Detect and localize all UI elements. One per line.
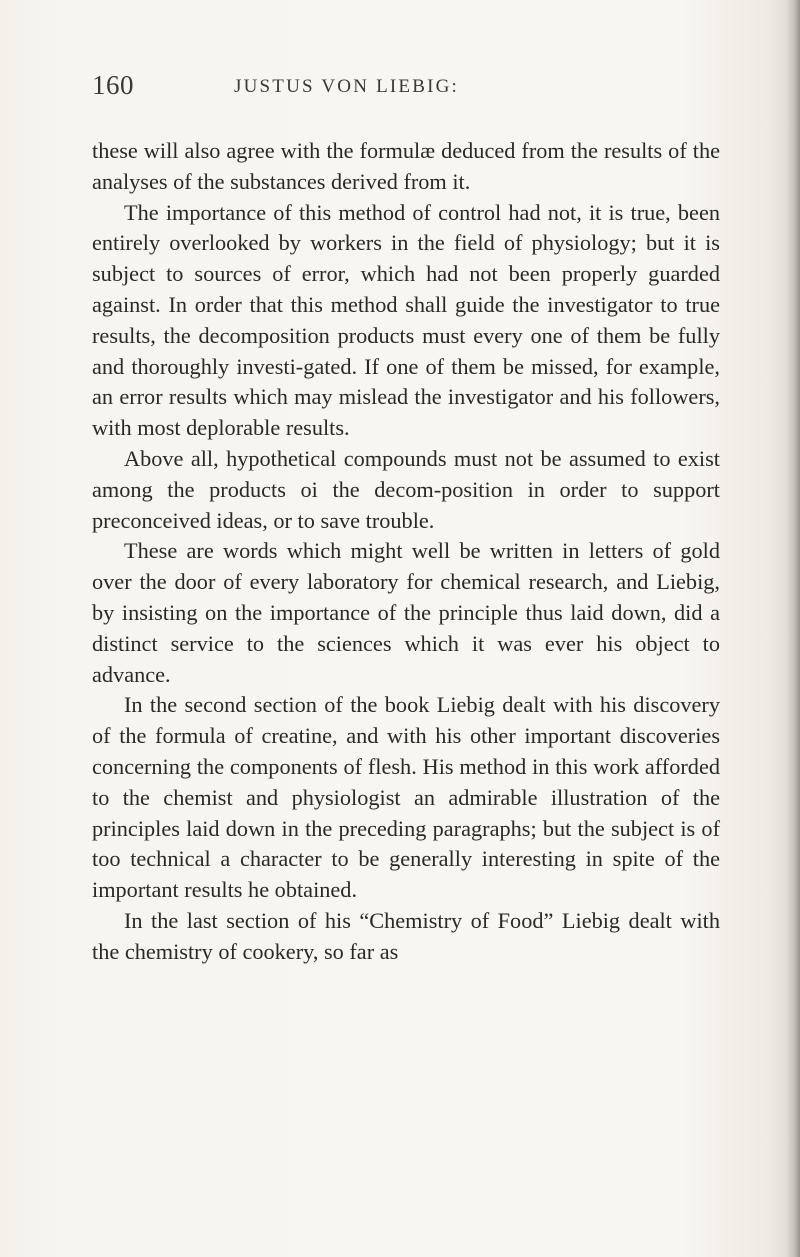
paragraph-hypothetical-compounds: Above all, hypothetical compounds must not be assumed to exist among the products oi the decom-position in order to support preconceived ideas, or to save trouble. [92,445,720,533]
page-header [92,70,712,110]
running-head: JUSTUS VON LIEBIG: [234,76,460,97]
body-text [92,136,720,968]
paragraph-continuation: these will also agree with the formulæ deduced from the results of the analyses of the substances derived from it. [92,138,720,194]
paragraph-letters-of-gold: These are words which might well be written in letters of gold over the door of every laboratory for chemical research, and Liebig, by insisting on the importance of the principle thus laid down, did a distinct service to the sciences which it was ever his object to advance. [92,538,720,687]
paragraph-last-section: In the last section of his “Chemistry of Food” Liebig dealt with the chemistry of cookery, so far as [92,907,720,964]
page-edge-shadow [786,0,800,1257]
paragraph-second-section: In the second section of the book Liebig dealt with his discovery of the formula of creatine, and with his other important discoveries concerning the components of flesh. His method in this work afforded to the chemist and physiologist an admirable illustration of the principles laid down in the preceding paragraphs; but the subject is of too technical a character to be generally interesting in spite of the important results he obtained. [92,692,720,903]
paragraph-method-of-control: The importance of this method of control had not, it is true, been entirely overlooked by workers in the field of physiology; but it is subject to sources of error, which had not been properly guarded against. In order that this method shall guide the investigator to true results, the decomposition products must every one of them be fully and thoroughly investi-gated. If one of them be missed, for example, an error results which may mislead the investigator and his followers, with most deplorable results. [92,199,720,441]
page-number: 160 [92,70,134,100]
